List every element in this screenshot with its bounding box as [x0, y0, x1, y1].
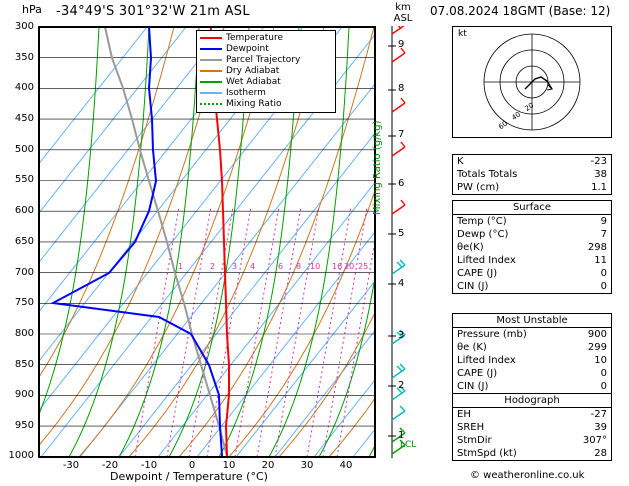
label-sfc-li: Lifted Index [457, 255, 516, 266]
table-row-stmdir [453, 434, 611, 447]
table-row-mu-li [453, 354, 611, 367]
value-mu-li: 10 [594, 355, 607, 366]
value-mu-pressure: 900 [587, 329, 607, 340]
mixing-ratio-tick-3: 3 [232, 262, 238, 271]
xtick-40: 40 [339, 460, 353, 471]
kmtick-9: 9 [398, 39, 405, 50]
label-sfc-thetae: θe(K) [457, 242, 484, 253]
legend-label-wet-adiabat: Wet Adiabat [226, 77, 281, 87]
ytick-400: 400 [14, 82, 34, 93]
value-sfc-thetae: 298 [587, 242, 607, 253]
table-row-sreh [453, 421, 611, 434]
value-sfc-li: 11 [594, 255, 607, 266]
mixing-ratio-tick-4: 4 [250, 262, 256, 271]
ytick-500: 500 [14, 144, 34, 155]
hodograph-unit-label: kt [458, 29, 467, 39]
ytick-550: 550 [14, 174, 34, 185]
value-stmdir: 307° [582, 435, 607, 446]
mixing-ratio-tick-10: 10 [310, 262, 321, 271]
legend-item-temperature [200, 33, 332, 44]
ytick-800: 800 [14, 328, 34, 339]
value-totals: 38 [594, 169, 607, 180]
value-mu-cin: 0 [600, 381, 607, 392]
table-row-mu-cape [453, 367, 611, 380]
sounding-datetime: 07.08.2024 18GMT (Base: 12) [430, 4, 611, 18]
xtick-30: 30 [300, 460, 314, 471]
label-pw: PW (cm) [457, 182, 500, 193]
legend-item-dry-adiabat [200, 66, 332, 77]
table-row-lifted-index [453, 254, 611, 267]
ytick-950: 950 [14, 420, 34, 431]
surface-table-title: Surface [453, 201, 611, 215]
value-k: -23 [590, 156, 607, 167]
xtick--10: -10 [140, 460, 158, 471]
legend-label-dry-adiabat: Dry Adiabat [226, 66, 280, 76]
pressure-unit-label: hPa [22, 3, 42, 16]
table-row-cape [453, 267, 611, 280]
label-k: K [457, 156, 464, 167]
label-mu-li: Lifted Index [457, 355, 516, 366]
xtick-0: 0 [188, 460, 196, 471]
hodograph-stats-title: Hodograph [453, 394, 611, 408]
table-row-temp [453, 215, 611, 228]
x-axis-title: Dewpoint / Temperature (°C) [110, 470, 268, 483]
legend-item-isotherm [200, 88, 332, 99]
label-sfc-cin: CIN (J) [457, 281, 489, 292]
xtick--30: -30 [62, 460, 80, 471]
most-unstable-table [452, 313, 612, 394]
ytick-350: 350 [14, 52, 34, 63]
label-stmdir: StmDir [457, 435, 492, 446]
svg-text:20: 20 [523, 101, 536, 113]
ytick-700: 700 [14, 267, 34, 278]
value-stmspd: 28 [594, 448, 607, 459]
legend [196, 30, 336, 113]
kmtick-7: 7 [398, 129, 405, 140]
value-mu-thetae: 299 [587, 342, 607, 353]
table-row-eh [453, 408, 611, 421]
mixing-ratio-tick-6: 6 [278, 262, 284, 271]
table-row-totals [453, 168, 611, 181]
label-mu-thetae: θe (K) [457, 342, 487, 353]
mixing-ratio-tick-16: 16 [332, 262, 343, 271]
table-row-dewp [453, 228, 611, 241]
value-mu-cape: 0 [600, 368, 607, 379]
ytick-750: 750 [14, 297, 34, 308]
table-row-theta-e [453, 241, 611, 254]
value-sfc-cape: 0 [600, 268, 607, 279]
xtick-20: 20 [261, 460, 275, 471]
mixing-ratio-tick-8: 8 [296, 262, 302, 271]
mixing-ratio-tick-2: 2 [210, 262, 216, 271]
label-sfc-cape: CAPE (J) [457, 268, 498, 279]
legend-label-parcel: Parcel Trajectory [226, 55, 301, 65]
legend-label-dewpoint: Dewpoint [226, 44, 269, 54]
most-unstable-title: Most Unstable [453, 314, 611, 328]
table-row-stmspd [453, 447, 611, 460]
ytick-850: 850 [14, 359, 34, 370]
label-sfc-dewp: Dewp (°C) [457, 229, 509, 240]
kmtick-5: 5 [398, 228, 405, 239]
ytick-450: 450 [14, 113, 34, 124]
hodograph-stats-table [452, 393, 612, 461]
table-row-pw [453, 181, 611, 194]
label-mu-cape: CAPE (J) [457, 368, 498, 379]
kmtick-6: 6 [398, 178, 405, 189]
value-pw: 1.1 [591, 182, 607, 193]
legend-item-mixing-ratio [200, 99, 332, 110]
table-row-mu-thetae [453, 341, 611, 354]
kmtick-8: 8 [398, 83, 405, 94]
label-mu-cin: CIN (J) [457, 381, 489, 392]
hodograph [452, 26, 612, 138]
kmtick-2: 2 [398, 380, 405, 391]
hodograph-svg [453, 27, 611, 137]
legend-label-isotherm: Isotherm [226, 88, 266, 98]
indices-table [452, 154, 612, 195]
lcl-label: LCL [400, 440, 417, 450]
ytick-600: 600 [14, 205, 34, 216]
kmtick-1: 1 [398, 430, 405, 441]
kmtick-3: 3 [398, 330, 405, 341]
legend-label-mixing-ratio: Mixing Ratio [226, 99, 282, 109]
table-row-mu-pressure [453, 328, 611, 341]
mixing-ratio-tick-1: 1 [178, 262, 184, 271]
label-sreh: SREH [457, 422, 485, 433]
xtick--20: -20 [101, 460, 119, 471]
label-totals: Totals Totals [457, 169, 518, 180]
value-eh: -27 [590, 409, 607, 420]
ytick-300: 300 [14, 21, 34, 32]
height-unit-label: km [395, 2, 411, 13]
label-eh: EH [457, 409, 471, 420]
kmtick-4: 4 [398, 278, 405, 289]
svg-text:40: 40 [510, 110, 523, 123]
svg-text:60: 60 [497, 119, 510, 132]
surface-table [452, 200, 612, 294]
table-row-k [453, 155, 611, 168]
station-coordinates: -34°49'S 301°32'W 21m ASL [56, 4, 250, 19]
value-sreh: 39 [594, 422, 607, 433]
legend-item-parcel [200, 55, 332, 66]
table-row-cin [453, 280, 611, 293]
ytick-1000: 1000 [8, 450, 34, 461]
mixing-ratio-tick-20: 20 [344, 262, 355, 271]
label-sfc-temp: Temp (°C) [457, 216, 507, 227]
asl-label: ASL [393, 13, 413, 24]
copyright-credit: © weatheronline.co.uk [470, 470, 585, 481]
mixing-ratio-tick-25: 25 [358, 262, 369, 271]
xtick-10: 10 [222, 460, 236, 471]
table-row-mu-cin [453, 380, 611, 393]
ytick-650: 650 [14, 236, 34, 247]
legend-item-dewpoint [200, 44, 332, 55]
value-sfc-dewp: 7 [600, 229, 607, 240]
value-sfc-cin: 0 [600, 281, 607, 292]
label-mu-pressure: Pressure (mb) [457, 329, 527, 340]
ytick-900: 900 [14, 389, 34, 400]
legend-item-wet-adiabat [200, 77, 332, 88]
label-stmspd: StmSpd (kt) [457, 448, 517, 459]
value-sfc-temp: 9 [600, 216, 607, 227]
mixing-ratio-axis-title: Mixing Ratio (g/kg) [372, 120, 383, 215]
legend-label-temperature: Temperature [226, 33, 284, 43]
